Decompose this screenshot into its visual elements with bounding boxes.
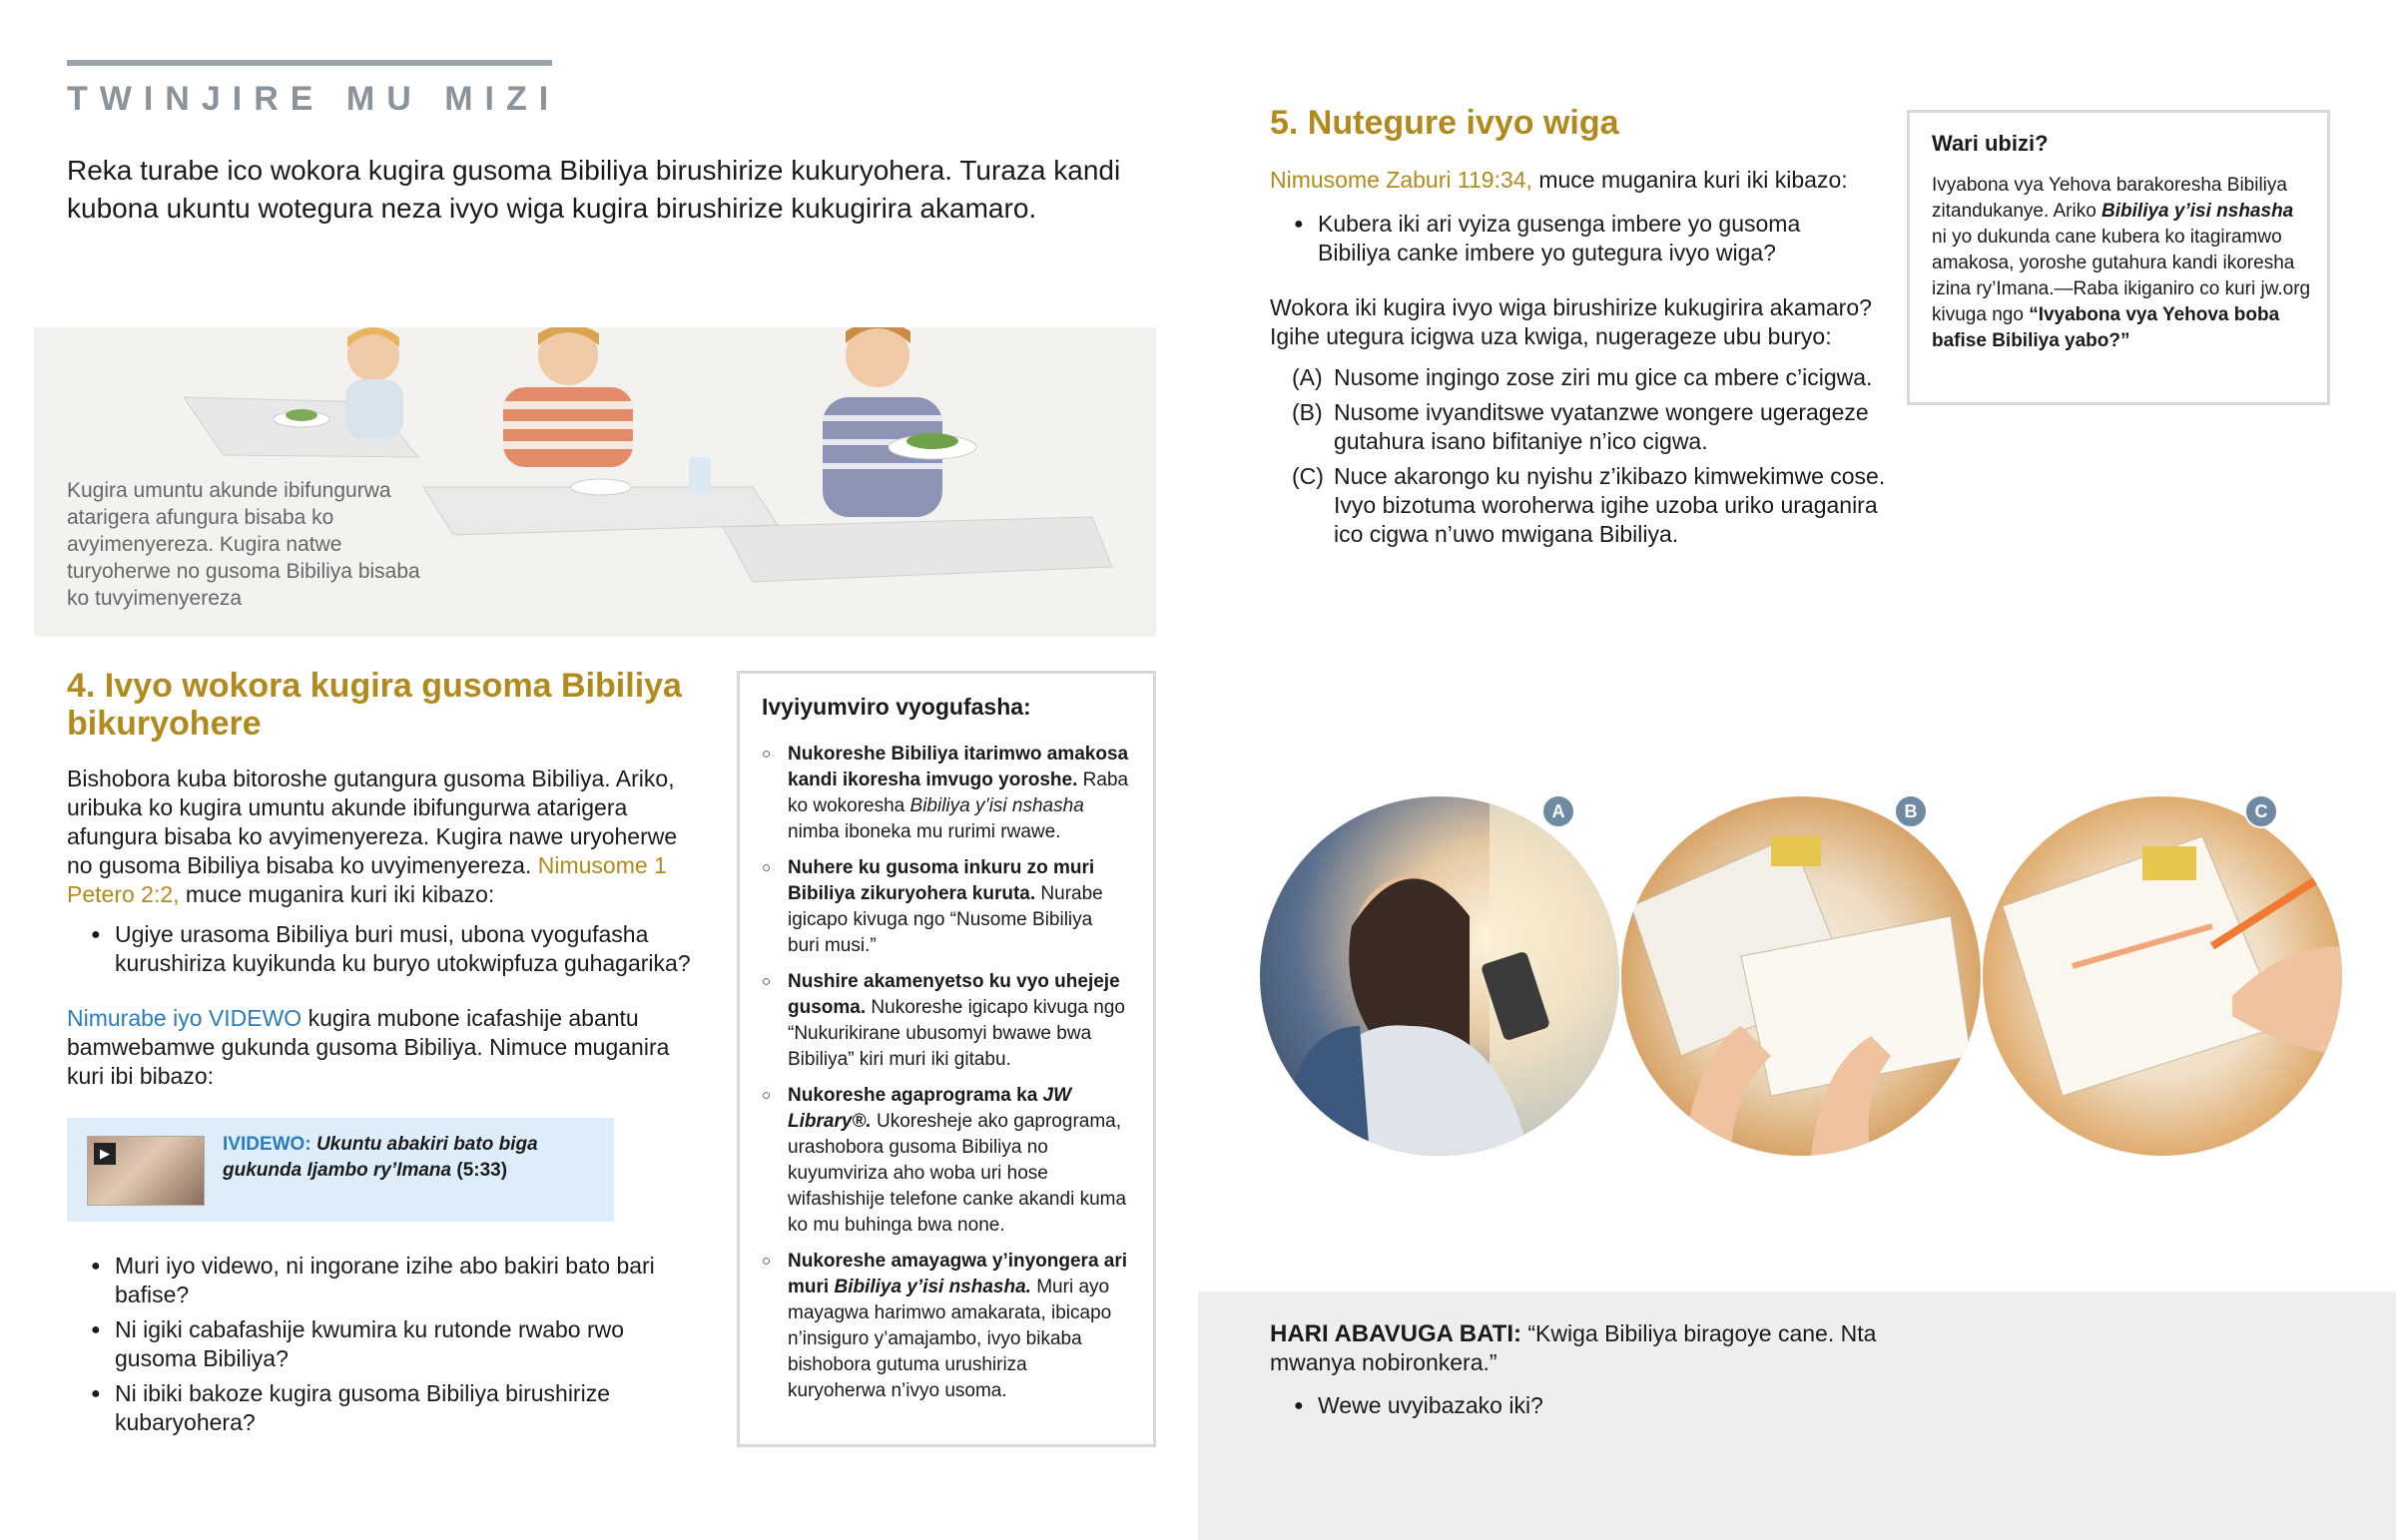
list-item: [1270, 398, 1889, 456]
list-item: [1270, 363, 1889, 392]
section-4-paragraph-text: Bishobora kuba bitoroshe gutangura gusoma Bibiliya. Ariko, uribuka ko kugira umuntu akunde ibifungurwa atarigera afungura bisaba ko avyimenyereza. Kugira nawe uryoherwe no gusoma Bibiliya bisaba ko uvyimenyereza.: [67, 766, 678, 878]
info-text-part: Ivyabona vya Yehova barakoresha Bibiliya zitandukanye. Ariko: [1932, 175, 2287, 222]
list-item: [1270, 462, 1889, 549]
objection-panel: [1198, 1291, 2396, 1540]
badge-c: C: [2244, 794, 2278, 828]
tip-italic: Bibiliya y’isi nshasha: [909, 795, 1084, 816]
list-item: ● Ni ibiki bakoze kugira gusoma Bibiliya birushirize kubaryohera?: [67, 1379, 666, 1437]
illustration-a-reading-phone: [1260, 796, 1619, 1156]
step-text: Nusome ingingo zose ziri mu gice ca mbere c’icigwa.: [1334, 364, 1873, 390]
illustration-caption: Kugira umuntu akunde ibifungurwa atarigera afungura bisaba ko avyimenyereza. Kugira natwe turyoherwe no gusoma Bibiliya bisaba ko tuvyimenyereza: [67, 479, 420, 610]
tip-text: Muri ayo mayagwa harimwo amakarata, ibicapo n’insiguro y’amajambo, ivyo bikaba bishobora gutuma urushiriza kuryoherwa n’ivyo usoma.: [788, 1277, 1112, 1401]
video-intro-paragraph: [67, 1004, 706, 1091]
intro-paragraph: Reka turabe ico wokora kugira gusoma Bibiliya birushirize kukuryohera. Turaza kandi kubona ukuntu wotegura neza ivyo wiga kugira birushirize kukugirira akamaro.: [67, 155, 1121, 224]
tip-text: Ukoresheje ako gaprograma, urashobora gusoma Bibiliya no kuyumviriza aho woba uri hose wifashishije telefone canke akandi kuma ko mu buhinga bwa none.: [788, 1111, 1127, 1236]
info-box-text: [1932, 173, 2311, 354]
objection-quote: [1270, 1319, 1889, 1377]
step-letter: (B): [1292, 399, 1323, 425]
tip-heading: Nuhere ku gusoma inkuru zo muri Bibiliya zikuryohera kuruta.: [788, 857, 1095, 904]
list-item: [762, 1249, 1129, 1404]
tip-text: Nurabe igicapo kivuga ngo “Nusome Bibiliya buri musi.”: [788, 883, 1103, 956]
objection-text: “Kwiga Bibiliya biragoye cane. Nta mwanya nobironkera.”: [1270, 1320, 1877, 1375]
section-5-read-tail: muce muganira kuri iki kibazo:: [1538, 167, 1848, 193]
did-you-know-box: [1907, 110, 2330, 405]
play-icon[interactable]: ▶: [94, 1143, 116, 1165]
video-duration: (5:33): [456, 1160, 508, 1181]
video-thumbnail[interactable]: [87, 1136, 205, 1206]
badge-b: B: [1894, 794, 1928, 828]
study-steps-list: [1270, 363, 1889, 555]
tip-text: Raba ko wokoresha: [788, 770, 1129, 816]
objection-question-list: [1270, 1391, 1869, 1426]
objection-label: HARI ABAVUGA BATI:: [1270, 1320, 1521, 1347]
illustration-a-drawing: [1260, 796, 1619, 1156]
info-box-title: Wari ubizi?: [1932, 131, 2049, 156]
step-text: Nuce akarongo ku nyishu z’ikibazo kimwekimwe cose. Ivyo bizotuma woroherwa igihe uzoba uriko uraganira ico cigwa n’uwo mwigana Bibiliya.: [1334, 463, 1886, 547]
tip-heading: Nukoreshe amayagwa y’inyongera ari muri: [788, 1251, 1128, 1297]
scripture-link-1-peter[interactable]: Nimusome 1 Petero 2:2,: [67, 852, 667, 907]
list-item: ● Wewe uvyibazako iki?: [1270, 1391, 1869, 1420]
scripture-link-psalm[interactable]: Nimusome Zaburi 119:34,: [1270, 167, 1532, 193]
tip-heading: Nushire akamenyetso ku vyo uhejeje gusoma.: [788, 971, 1120, 1018]
list-item: [762, 969, 1129, 1073]
list-item: ● Muri iyo videwo, ni ingorane izihe abo bakiri bato bari bafise?: [67, 1252, 666, 1309]
video-question-list: [67, 1252, 666, 1443]
section-4-title: 4. Ivyo wokora kugira gusoma Bibiliya bikuryohere: [67, 667, 682, 743]
tip-text: Nukoreshe igicapo kivuga ngo “Nukurikirane ubusomyi bwawe bwa Bibiliya” kiri muri iki gitabu.: [788, 997, 1125, 1070]
tips-box: [737, 671, 1156, 1447]
list-item: [762, 1083, 1129, 1239]
video-label: IVIDEWO:: [223, 1134, 311, 1155]
list-item: ● Ugiye urasoma Bibiliya buri musi, ubona vyogufasha kurushiriza kuyikunda ku buryo utokwipfuza guhagarika?: [67, 920, 706, 978]
section-5-paragraph: Wokora iki kugira ivyo wiga birushirize kukugirira akamaro? Igihe utegura icigwa uza kwiga, nugerageze ubu buryo:: [1270, 294, 1872, 349]
section-4-paragraph-tail: muce muganira kuri iki kibazo:: [185, 881, 495, 907]
step-text: Nusome ivyanditswe vyatanzwe wongere ugerageze gutahura isano bifitaniye n’ico cigwa.: [1334, 399, 1869, 454]
article-title-link[interactable]: “Ivyabona vya Yehova boba bafise Bibiliya yabo?”: [1932, 304, 2280, 351]
tip-heading: Nukoreshe Bibiliya itarimwo amakosa kandi ikoresha imvugo yoroshe.: [788, 744, 1129, 790]
tip-heading: Nukoreshe agaprograma ka: [788, 1085, 1038, 1106]
video-link[interactable]: Nimurabe iyo VIDEWO: [67, 1005, 302, 1031]
video-caption: [223, 1132, 592, 1184]
tips-title: Ivyiyumviro vyogufasha:: [762, 694, 1031, 720]
section-5-read-line: [1270, 166, 1889, 195]
list-item: [762, 742, 1129, 845]
illustration-b-reading-books: [1621, 796, 1981, 1156]
illustration-c-drawing: [1983, 796, 2342, 1156]
section-4-question-list: [67, 920, 706, 984]
section-kicker: TWINJIRE MU MIZI: [67, 80, 561, 118]
tips-list: [762, 742, 1129, 1414]
illustration-c-marking-book: [1983, 796, 2342, 1156]
list-item: [762, 855, 1129, 959]
video-title[interactable]: Ukuntu abakiri bato biga gukunda Ijambo ry’Imana: [223, 1134, 538, 1181]
header-rule: [67, 60, 552, 66]
video-card[interactable]: [67, 1118, 614, 1222]
list-item: ● Ni igiki cabafashije kwumira ku rutonde rwabo rwo gusoma Bibiliya?: [67, 1315, 666, 1373]
badge-a: A: [1541, 794, 1575, 828]
tip-text: nimba iboneka mu rurimi rwawe.: [788, 821, 1061, 842]
info-text-part: ni yo dukunda cane kubera ko itagiramwo amakosa, yoroshe gutahura kandi ikoresha izina ry’Imana.—Raba ikiganiro co kuri jw.org kivuga ngo: [1932, 227, 2311, 325]
section-4-paragraph: [67, 765, 701, 909]
info-text-italic: Bibiliya y’isi nshasha: [2101, 201, 2294, 222]
section-5-question-list: [1270, 210, 1869, 273]
list-item: ● Kubera iki ari vyiza gusenga imbere yo gusoma Bibiliya canke imbere yo gutegura ivyo wiga?: [1270, 210, 1869, 267]
tip-italic: JW Library®.: [788, 1085, 1072, 1132]
tip-italic: Bibiliya y’isi nshasha.: [834, 1277, 1031, 1297]
step-letter: (A): [1292, 364, 1323, 390]
section-5-title: 5. Nutegure ivyo wiga: [1270, 104, 1619, 142]
step-letter: (C): [1292, 463, 1324, 489]
illustration-b-drawing: [1621, 796, 1981, 1156]
video-intro-text: kugira mubone icafashije abantu bamwebamwe gukunda gusoma Bibiliya. Nimuce muganira kuri ibi bibazo:: [67, 1005, 670, 1089]
